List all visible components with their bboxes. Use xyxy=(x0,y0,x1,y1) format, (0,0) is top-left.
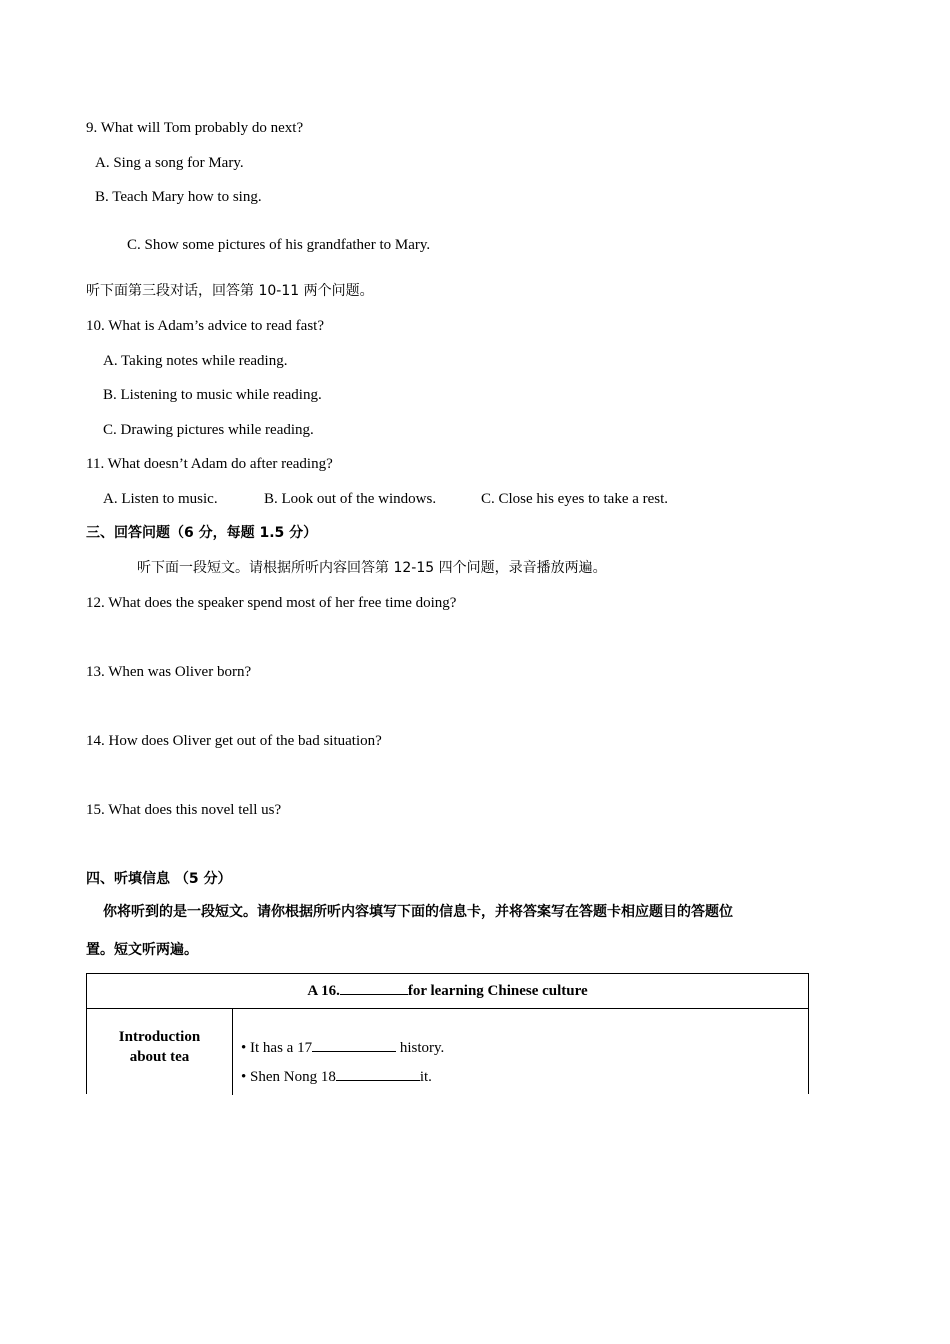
blank-16[interactable] xyxy=(340,980,408,995)
q10-option-b: B. Listening to music while reading. xyxy=(103,387,322,403)
q11-option-c: C. Close his eyes to take a rest. xyxy=(481,491,669,507)
info-row-18-prefix: • Shen Nong 18 xyxy=(241,1069,336,1085)
q9-option-b: B. Teach Mary how to sing. xyxy=(95,189,262,205)
q13-question: 13. When was Oliver born? xyxy=(86,664,252,680)
info-card-left-label xyxy=(87,1009,233,1095)
left-label-line1: Introduction xyxy=(118,1029,201,1045)
q10-question: 10. What is Adam’s advice to read fast? xyxy=(86,318,324,334)
info-row-17-prefix: • It has a 17 xyxy=(241,1040,313,1056)
q14-question: 14. How does Oliver get out of the bad situation? xyxy=(86,733,382,749)
q11-option-a: A. Listen to music. xyxy=(103,491,218,507)
q11-question: 11. What doesn’t Adam do after reading? xyxy=(86,456,333,472)
q10-option-c: C. Drawing pictures while reading. xyxy=(103,422,314,438)
part4-instruction-line1: 你将听到的是一段短文。请你根据所听内容填写下面的信息卡，并将答案写在答题卡相应题目的答题位 xyxy=(103,904,733,920)
blank-18[interactable] xyxy=(336,1066,420,1081)
info-card-title-suffix: for learning Chinese culture xyxy=(407,983,588,999)
left-label-line2: about tea xyxy=(129,1049,190,1065)
info-row-18-suffix: it. xyxy=(419,1069,432,1085)
info-card-title-prefix: A 16. xyxy=(307,983,340,999)
dialog3-intro: 听下面第三段对话，回答第 10-11 两个问题。 xyxy=(86,283,374,299)
part4-instruction-line2: 置。短文听两遍。 xyxy=(86,942,198,958)
q12-question: 12. What does the speaker spend most of her free time doing? xyxy=(86,595,457,611)
info-card-table xyxy=(86,973,809,1094)
q15-question: 15. What does this novel tell us? xyxy=(86,802,282,818)
part3-instruction: 听下面一段短文。请根据所听内容回答第 12-15 四个问题，录音播放两遍。 xyxy=(137,560,607,576)
part4-heading: 四、听填信息 （5 分） xyxy=(86,871,232,887)
q9-option-a: A. Sing a song for Mary. xyxy=(95,155,244,171)
info-row-17-suffix: history. xyxy=(396,1040,445,1056)
part3-heading: 三、回答问题（6 分，每题 1.5 分） xyxy=(86,525,318,541)
info-card-title xyxy=(87,974,808,1009)
info-card-right-content xyxy=(233,1009,808,1095)
info-row-18 xyxy=(241,1066,432,1086)
info-row-17 xyxy=(241,1037,444,1057)
q9-option-c: C. Show some pictures of his grandfather to Mary. xyxy=(127,237,431,253)
q9-question: 9. What will Tom probably do next? xyxy=(86,120,304,136)
q11-option-b: B. Look out of the windows. xyxy=(264,491,437,507)
q10-option-a: A. Taking notes while reading. xyxy=(103,353,288,369)
blank-17[interactable] xyxy=(312,1037,396,1052)
